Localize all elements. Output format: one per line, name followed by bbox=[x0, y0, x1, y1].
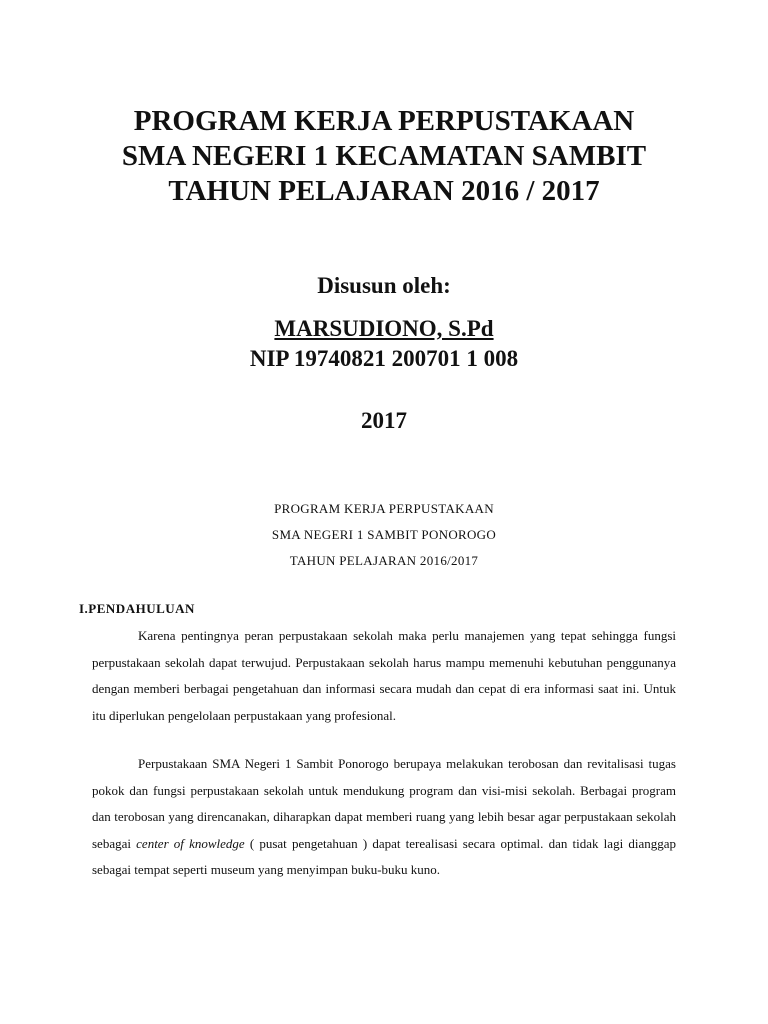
cover-year: 2017 bbox=[361, 408, 407, 433]
author-name-line bbox=[0, 316, 768, 342]
cover-title-line: SMA NEGERI 1 KECAMATAN SAMBIT bbox=[121, 140, 647, 172]
section-heading: I.PENDAHULUAN bbox=[79, 601, 195, 616]
document-heading-line: SMA NEGERI 1 SAMBIT PONOROGO bbox=[271, 527, 497, 542]
author-name: MARSUDIONO, S.Pd bbox=[274, 316, 494, 341]
prepared-by-label: Disusun oleh: bbox=[317, 273, 451, 298]
author-nip: NIP 19740821 200701 1 008 bbox=[249, 346, 519, 371]
document-heading-line: TAHUN PELAJARAN 2016/2017 bbox=[289, 553, 479, 568]
cover-title-line: TAHUN PELAJARAN 2016 / 2017 bbox=[168, 175, 600, 207]
paragraph-introduction: Karena pentingnya peran perpustakaan sekolah maka perlu manajemen yang tepat sehingga fungsi perpustakaan sekolah dapat terwujud. Perpustakaan sekolah harus mampu memenuhi kebutuhan penggunanya dengan memberi berbagai pengetahuan dan informasi secara mudah dan cepat di era informasi saat ini. Untuk itu diperlukan pengelolaan perpustakaan yang profesional. bbox=[92, 628, 676, 723]
paragraph-text: Perpustakaan SMA Negeri 1 Sambit Ponorogo berupaya melakukan terobosan dan revitalisasi tugas pokok dan fungsi perpustakaan sekolah untuk mendukung program dan visi-misi sekolah. Berbagai program dan terobosan yang direncanakan, diharapkan dapat memberi ruang yang lebih besar agar perpustakaan sekolah sebagai bbox=[92, 756, 676, 851]
document-heading-line: PROGRAM KERJA PERPUSTAKAAN bbox=[274, 501, 494, 516]
paragraph-text: ( pusat pengetahuan ) dapat terealisasi secara optimal. dan tidak lagi dianggap sebagai tempat seperti museum yang menyimpan buku-buku kuno. bbox=[92, 835, 676, 877]
italic-term: center of knowledge bbox=[136, 835, 245, 851]
cover-title bbox=[60, 104, 708, 209]
cover-title-line: PROGRAM KERJA PERPUSTAKAAN bbox=[133, 105, 635, 137]
paragraph-library-program bbox=[92, 751, 676, 884]
